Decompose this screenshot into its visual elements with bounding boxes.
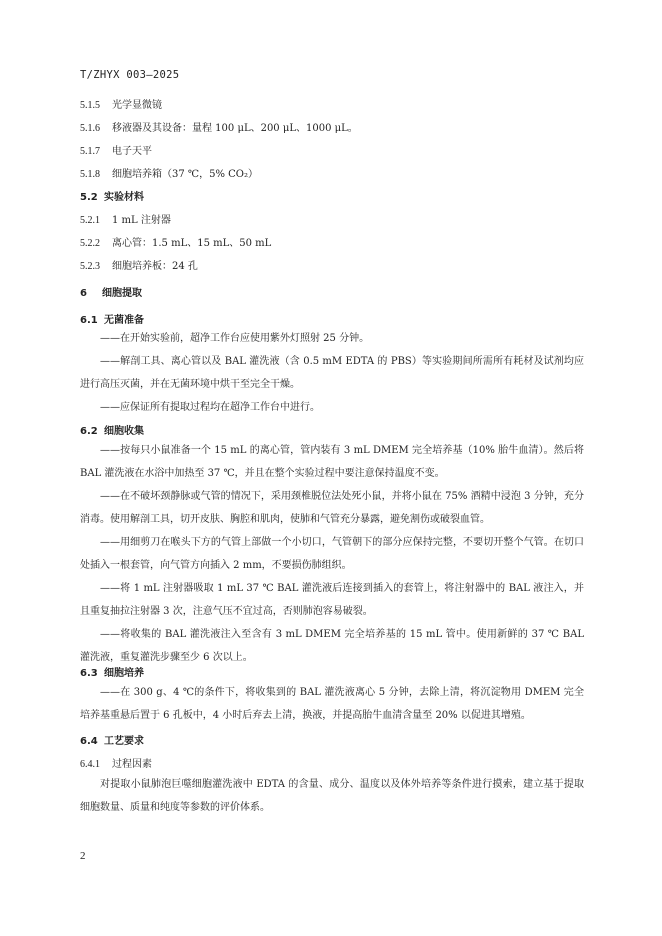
section-title: 无菌准备 <box>104 315 144 326</box>
clause-number: 5.1.5 <box>80 100 100 111</box>
section-number: 6.3 <box>80 668 98 679</box>
clause-number: 6.4.1 <box>80 759 100 770</box>
paragraph: ——解剖工具、离心管以及 BAL 灌洗液（含 0.5 mM EDTA 的 PBS）等实验期间所需所有耗材及试剂均应进行高压灭菌，并在无菌环境中烘干至完全干燥。 <box>80 356 584 390</box>
section-6-1-body <box>80 327 584 419</box>
section-number: 5.2 <box>80 192 98 203</box>
paragraph: ——在开始实验前，超净工作台应使用紫外灯照射 25 分钟。 <box>100 333 370 344</box>
clause-text: 细胞培养板：24 孔 <box>112 261 198 272</box>
clause-text: 细胞培养箱（37 ℃，5% CO₂） <box>112 169 258 180</box>
clause-6-4-1-body <box>80 773 584 819</box>
clause-5-1-7 <box>80 145 152 159</box>
clause-number: 5.1.7 <box>80 146 100 157</box>
section-title: 细胞收集 <box>104 426 144 437</box>
clause-5-2-2 <box>80 237 271 251</box>
section-number: 6.4 <box>80 736 98 747</box>
section-number: 6.2 <box>80 426 98 437</box>
chapter-number: 6 <box>80 288 87 299</box>
clause-number: 5.2.3 <box>80 261 100 272</box>
section-6-1-heading <box>80 314 144 328</box>
section-6-2-body <box>80 439 584 669</box>
section-6-3-body <box>80 681 584 727</box>
clause-5-1-5 <box>80 99 162 113</box>
clause-text: 移液器及其设备：量程 100 μL、200 μL、1000 μL。 <box>112 123 358 134</box>
clause-number: 5.1.6 <box>80 123 100 134</box>
clause-text: 电子天平 <box>112 146 152 157</box>
section-title: 实验材料 <box>104 192 144 203</box>
chapter-6-heading <box>80 287 142 301</box>
section-title: 工艺要求 <box>104 736 144 747</box>
page-number: 2 <box>80 850 86 862</box>
chapter-title: 细胞提取 <box>102 288 142 299</box>
clause-text: 过程因素 <box>112 759 152 770</box>
clause-6-4-1 <box>80 758 152 772</box>
section-6-3-heading <box>80 667 144 681</box>
paragraph: ——用细剪刀在喉头下方的气管上部做一个小切口，气管朝下的部分应保持完整，不要切开整个气管。在切口处插入一根套管，向气管方向插入 2 mm，不要损伤肺组织。 <box>80 537 584 571</box>
clause-5-1-6 <box>80 122 358 136</box>
clause-number: 5.2.2 <box>80 238 100 249</box>
section-number: 6.1 <box>80 315 98 326</box>
paragraph: 对提取小鼠肺泡巨噬细胞灌洗液中 EDTA 的含量、成分、温度以及体外培养等条件进行摸索，建立基于提取细胞数量、质量和纯度等参数的评价体系。 <box>80 779 584 813</box>
clause-number: 5.2.1 <box>80 215 100 226</box>
clause-text: 1 mL 注射器 <box>112 215 171 226</box>
paragraph: ——将 1 mL 注射器吸取 1 mL 37 ℃ BAL 灌洗液后连接到插入的套管上，将注射器中的 BAL 液注入，并且重复抽拉注射器 3 次，注意气压不宜过高，否则肺泡容易破裂。 <box>80 583 584 617</box>
paragraph: ——将收集的 BAL 灌洗液注入至含有 3 mL DMEM 完全培养基的 15 mL 管中。使用新鲜的 37 ℃ BAL 灌洗液，重复灌洗步骤至少 6 次以上。 <box>80 629 584 663</box>
paragraph: ——在 300 g、4 ℃的条件下，将收集到的 BAL 灌洗液离心 5 分钟，去除上清，将沉淀物用 DMEM 完全培养基重悬后置于 6 孔板中，4 小时后弃去上清，换液，并提高胎牛血清含量至 20% 以促进其增殖。 <box>80 687 584 721</box>
standard-number: T/ZHYX 003—2025 <box>80 69 180 81</box>
paragraph: ——在不破坏颈静脉或气管的情况下，采用颈椎脱位法处死小鼠，并将小鼠在 75% 酒精中浸泡 3 分钟，充分消毒。使用解剖工具，切开皮肤、胸腔和肌肉，使肺和气管充分暴露，避免割伤或破裂血管。 <box>80 491 584 525</box>
paragraph: ——应保证所有提取过程均在超净工作台中进行。 <box>100 402 320 413</box>
clause-text: 光学显微镜 <box>112 100 162 111</box>
clause-5-2-3 <box>80 260 198 274</box>
clause-5-1-8 <box>80 168 258 182</box>
clause-5-2-1 <box>80 214 171 228</box>
section-title: 细胞培养 <box>104 668 144 679</box>
clause-text: 离心管：1.5 mL、15 mL、50 mL <box>112 238 272 249</box>
section-6-2-heading <box>80 425 144 439</box>
section-6-4-heading <box>80 735 144 749</box>
paragraph: ——按每只小鼠准备一个 15 mL 的离心管，管内装有 3 mL DMEM 完全培养基（10% 胎牛血清）。然后将 BAL 灌洗液在水浴中加热至 37 ℃，并且在整个实验过程中要注意保持温度不变。 <box>80 445 584 479</box>
section-5-2-heading <box>80 191 144 205</box>
clause-number: 5.1.8 <box>80 169 100 180</box>
